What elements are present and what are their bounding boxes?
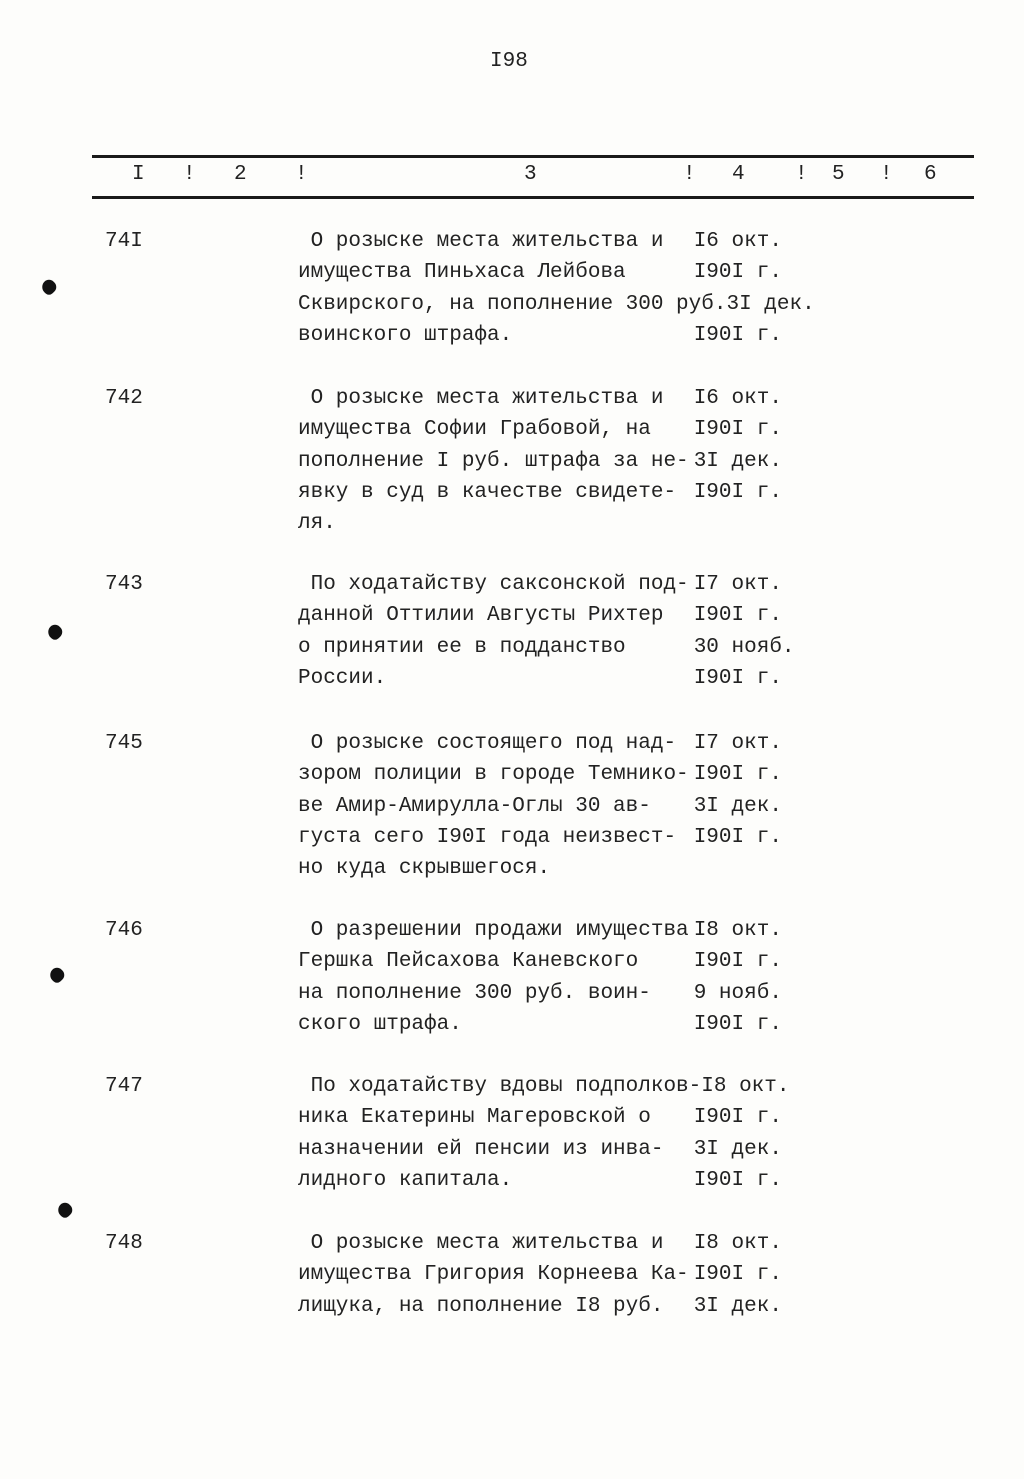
entry-date: 3I дек. xyxy=(693,449,782,473)
entry-number: 742 xyxy=(105,387,143,410)
header-separator: ! xyxy=(880,163,893,186)
entry-content xyxy=(298,383,782,539)
entry-date: I90I г. xyxy=(693,763,782,787)
entry-description: имущества Пиньхаса Лейбова xyxy=(298,261,626,285)
entry-content xyxy=(298,915,782,1040)
entry-content xyxy=(298,728,782,884)
page-number: I98 xyxy=(490,50,528,73)
entry-date: 9 нояб. xyxy=(693,981,782,1005)
entry-line xyxy=(298,915,782,946)
entry-line xyxy=(298,446,782,477)
entry-line xyxy=(298,791,782,822)
entry-date: I7 окт. xyxy=(693,732,782,755)
entry-line xyxy=(298,759,782,790)
entry-date: 3I дек. xyxy=(693,1137,782,1161)
entry-description: По ходатайству вдовы подполков- xyxy=(298,1075,702,1098)
entry-date: I90I г. xyxy=(693,1168,782,1192)
entry-date: I8 окт. xyxy=(701,1075,790,1098)
entry-description: на пополнение 300 руб. воин- xyxy=(298,981,651,1005)
entry-description: зором полиции в городе Темнико- xyxy=(298,763,689,787)
header-separator: ! xyxy=(683,163,696,186)
entry-description: явку в суд в качестве свидете- xyxy=(298,480,677,504)
binding-hole-mark xyxy=(47,965,67,985)
entry-number: 748 xyxy=(105,1232,143,1255)
binding-hole-mark xyxy=(45,622,65,642)
entry-date: I90I г. xyxy=(693,604,782,628)
entry-line xyxy=(298,1134,789,1165)
entry-line xyxy=(298,728,782,759)
entry-description: данной Оттилии Августы Рихтер xyxy=(298,604,664,628)
entry-description: О розыске состоящего под над- xyxy=(298,732,677,755)
entry-description: пополнение I руб. штрафа за не- xyxy=(298,449,689,473)
entry-content xyxy=(298,1071,789,1196)
entry-description: Сквирского, на пополнение 300 руб. xyxy=(298,292,727,316)
entry-content xyxy=(298,226,815,351)
entry-description: воинского штрафа. xyxy=(298,323,513,347)
entry-line xyxy=(298,320,815,351)
entry-line xyxy=(298,663,795,694)
entry-line xyxy=(298,600,795,631)
entry-date: I90I г. xyxy=(693,1012,782,1036)
entry-date: I90I г. xyxy=(693,323,782,347)
header-col-6: 6 xyxy=(924,163,937,186)
header-separator: ! xyxy=(183,163,196,186)
entry-description: О розыске места жительства и xyxy=(298,1232,664,1255)
entry-description: лидного капитала. xyxy=(298,1168,513,1192)
entry-line xyxy=(298,226,815,257)
entry-line xyxy=(298,1165,789,1196)
entry-date: 3I дек. xyxy=(693,794,782,818)
entry-date: I90I г. xyxy=(693,261,782,285)
entry-content xyxy=(298,569,795,694)
entry-number: 745 xyxy=(105,732,143,755)
header-separator: ! xyxy=(795,163,808,186)
entry-description: ве Амир-Амирулла-Оглы 30 ав- xyxy=(298,794,651,818)
header-col-2: 2 xyxy=(234,163,247,186)
entry-line xyxy=(298,1071,789,1102)
table-header-bottom-rule xyxy=(92,196,974,199)
entry-description: О розыске места жительства и xyxy=(298,387,664,410)
entry-line xyxy=(298,383,782,414)
entry-date: 30 нояб. xyxy=(693,635,795,659)
entry-number: 747 xyxy=(105,1075,143,1098)
entry-description: о принятии ее в подданство xyxy=(298,635,626,659)
entry-line xyxy=(298,978,782,1009)
entry-line xyxy=(298,853,782,884)
entry-description: ля. xyxy=(298,512,336,536)
entry-line xyxy=(298,257,815,288)
entry-description: По ходатайству саксонской под- xyxy=(298,573,689,596)
entry-description: имущества Софии Грабовой, на xyxy=(298,418,651,442)
table-header-top-rule xyxy=(92,155,974,158)
entry-line xyxy=(298,477,782,508)
entry-line xyxy=(298,289,815,320)
entry-line xyxy=(298,1102,789,1133)
entry-description: Гершка Пейсахова Каневского xyxy=(298,950,639,974)
entry-date: I90I г. xyxy=(693,825,782,849)
entry-date: I7 окт. xyxy=(693,573,782,596)
entry-line xyxy=(298,1259,782,1290)
entry-line xyxy=(298,946,782,977)
header-col-5: 5 xyxy=(832,163,845,186)
header-col-4: 4 xyxy=(732,163,745,186)
entry-date: I90I г. xyxy=(693,418,782,442)
entry-date: I8 окт. xyxy=(693,919,782,942)
entry-description: России. xyxy=(298,666,387,690)
entry-line xyxy=(298,632,795,663)
entry-date: I6 окт. xyxy=(693,230,782,253)
entry-number: 74I xyxy=(105,230,143,253)
entry-content xyxy=(298,1228,782,1322)
header-col-3: 3 xyxy=(524,163,537,186)
entry-description: ского штрафа. xyxy=(298,1012,462,1036)
entry-date: I6 окт. xyxy=(693,387,782,410)
entry-description: ника Екатерины Магеровской о xyxy=(298,1106,651,1130)
entry-description: имущества Григория Корнеева Ка- xyxy=(298,1263,689,1287)
entry-number: 743 xyxy=(105,573,143,596)
entry-line xyxy=(298,1291,782,1322)
entry-description: но куда скрывшегося. xyxy=(298,857,551,881)
entry-line xyxy=(298,569,795,600)
entry-description: густа сего I90I года неизвест- xyxy=(298,825,677,849)
entry-description: лищука, на пополнение I8 руб. xyxy=(298,1294,664,1318)
entry-date: 3I дек. xyxy=(693,1294,782,1318)
entry-line xyxy=(298,1009,782,1040)
entry-date: I90I г. xyxy=(693,480,782,504)
entry-line xyxy=(298,1228,782,1259)
entry-number: 746 xyxy=(105,919,143,942)
entry-date: 3I дек. xyxy=(726,292,815,316)
entry-date: I90I г. xyxy=(693,1106,782,1130)
entry-line xyxy=(298,822,782,853)
entry-description: О розыске места жительства и xyxy=(298,230,664,253)
entry-date: I90I г. xyxy=(693,666,782,690)
entry-line xyxy=(298,414,782,445)
entry-date: I8 окт. xyxy=(693,1232,782,1255)
header-separator: ! xyxy=(295,163,308,186)
binding-hole-mark xyxy=(55,1200,75,1220)
entry-date: I90I г. xyxy=(693,1263,782,1287)
entry-date: I90I г. xyxy=(693,950,782,974)
binding-hole-mark xyxy=(39,277,59,297)
entry-description: О разрешении продажи имущества xyxy=(298,919,689,942)
entry-description: назначении ей пенсии из инва- xyxy=(298,1137,664,1161)
header-col-1: I xyxy=(132,163,145,186)
entry-line xyxy=(298,508,782,539)
